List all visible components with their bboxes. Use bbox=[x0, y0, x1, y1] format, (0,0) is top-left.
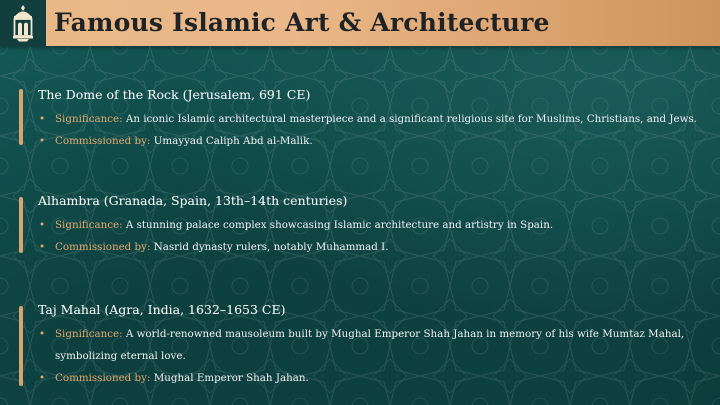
bullet-list bbox=[38, 108, 708, 152]
bullet-text: Nasrid dynasty rulers, notably Muhammad I. bbox=[150, 241, 389, 253]
bullet-icon: • bbox=[39, 372, 46, 384]
lantern-icon bbox=[8, 4, 38, 42]
section-accent-bar bbox=[19, 197, 23, 253]
section-dome-of-the-rock bbox=[38, 86, 708, 152]
bullet-list bbox=[38, 323, 708, 389]
logo bbox=[0, 0, 46, 46]
bullet-list bbox=[38, 214, 708, 258]
bullet-icon: • bbox=[39, 241, 46, 253]
list-item bbox=[38, 323, 708, 367]
page-title: Famous Islamic Art & Architecture bbox=[54, 8, 550, 37]
bullet-icon: • bbox=[39, 135, 46, 147]
bullet-label: Significance: bbox=[55, 219, 123, 231]
bullet-label: Significance: bbox=[55, 113, 123, 125]
bullet-icon: • bbox=[39, 328, 46, 340]
bullet-label: Commissioned by: bbox=[55, 241, 151, 253]
bullet-text: Mughal Emperor Shah Jahan. bbox=[150, 372, 309, 384]
section-title: The Dome of the Rock (Jerusalem, 691 CE) bbox=[38, 87, 311, 102]
section-title: Taj Mahal (Agra, India, 1632–1653 CE) bbox=[38, 302, 286, 317]
list-item bbox=[38, 108, 708, 130]
bullet-label: Commissioned by: bbox=[55, 372, 151, 384]
bullet-icon: • bbox=[39, 113, 46, 125]
list-item bbox=[38, 130, 708, 152]
section-title: Alhambra (Granada, Spain, 13th–14th centuries) bbox=[38, 193, 348, 208]
section-alhambra bbox=[38, 192, 708, 258]
section-accent-bar bbox=[19, 89, 23, 145]
bullet-icon: • bbox=[39, 219, 46, 231]
bullet-label: Significance: bbox=[55, 328, 123, 340]
list-item bbox=[38, 236, 708, 258]
bullet-text: Umayyad Caliph Abd al-Malik. bbox=[150, 135, 313, 147]
bullet-text: A world-renowned mausoleum built by Mughal Emperor Shah Jahan in memory of his wife Mumtaz Mahal, symbolizing eternal love. bbox=[55, 328, 685, 362]
bullet-text: A stunning palace complex showcasing Islamic architecture and artistry in Spain. bbox=[122, 219, 554, 231]
list-item bbox=[38, 367, 708, 389]
list-item bbox=[38, 214, 708, 236]
bullet-label: Commissioned by: bbox=[55, 135, 151, 147]
section-accent-bar bbox=[19, 306, 23, 386]
bullet-text: An iconic Islamic architectural masterpiece and a significant religious site for Muslims, Christians, and Jews. bbox=[122, 113, 697, 125]
header-bar bbox=[0, 0, 720, 46]
section-taj-mahal bbox=[38, 301, 708, 389]
